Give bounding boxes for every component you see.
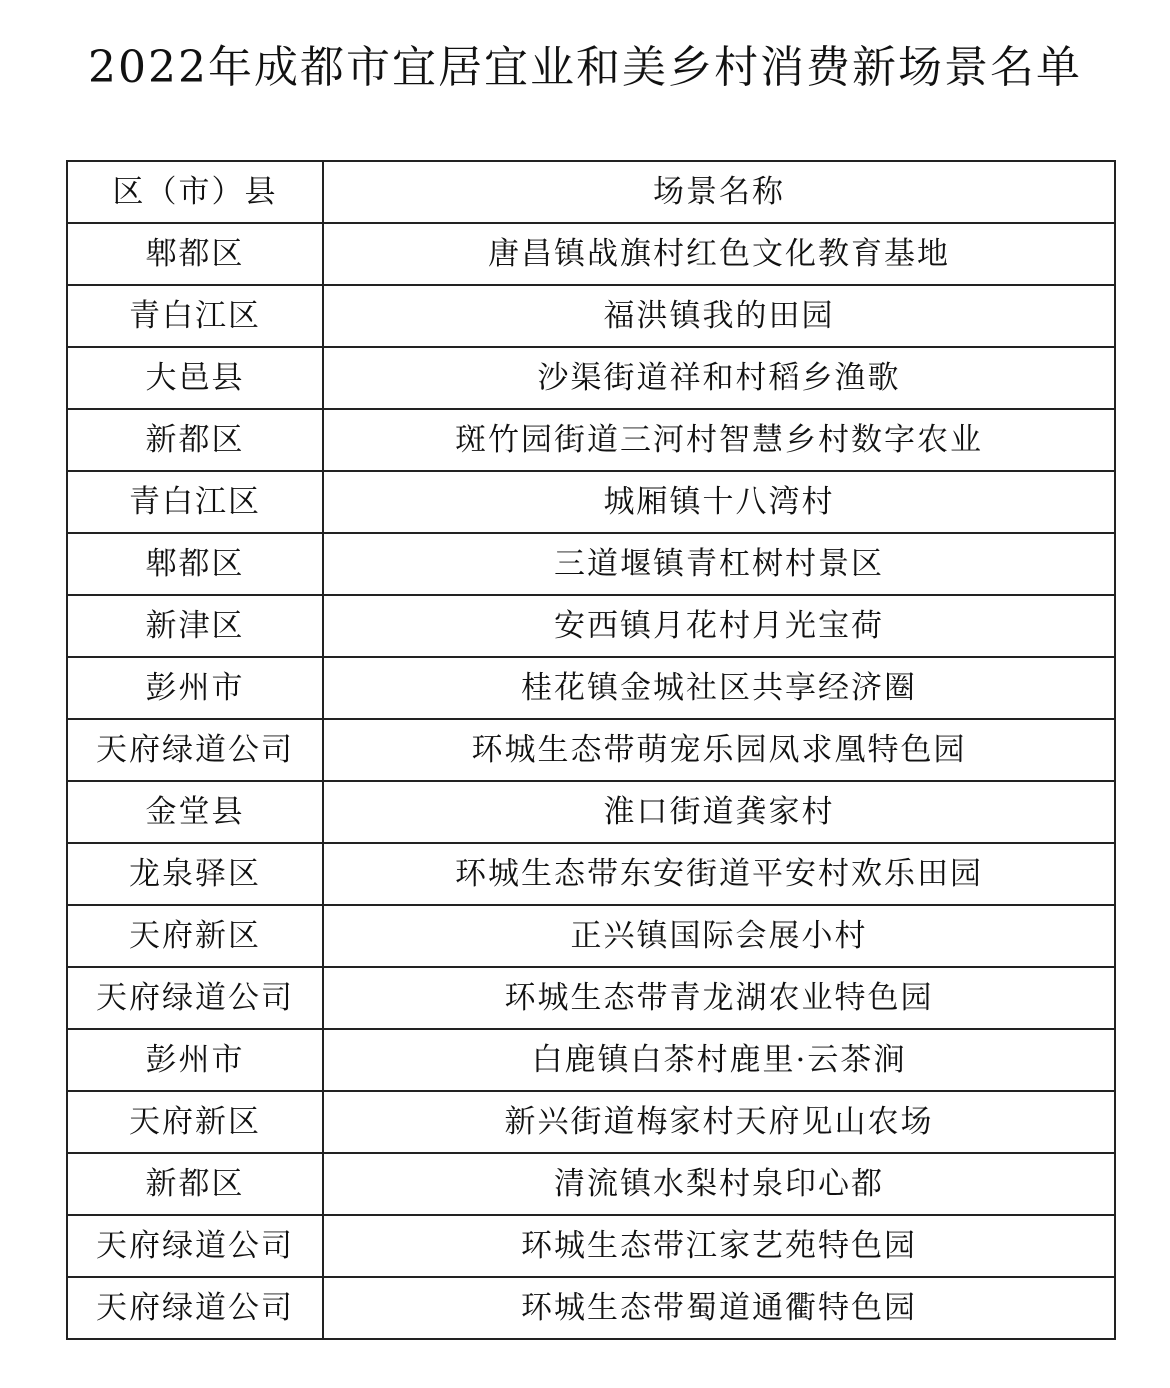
scene-list-table	[66, 160, 1116, 1340]
scene-name-cell: 沙渠街道祥和村稻乡渔歌	[323, 347, 1115, 409]
district-cell: 大邑县	[67, 347, 323, 409]
table-row	[67, 533, 1115, 595]
table-row	[67, 905, 1115, 967]
scene-name-cell: 斑竹园街道三河村智慧乡村数字农业	[323, 409, 1115, 471]
table-row	[67, 223, 1115, 285]
scene-name-cell: 环城生态带萌宠乐园凤求凰特色园	[323, 719, 1115, 781]
district-cell: 天府绿道公司	[67, 1277, 323, 1339]
document-title: 2022年成都市宜居宜业和美乡村消费新场景名单	[88, 42, 1082, 93]
scene-name-cell: 城厢镇十八湾村	[323, 471, 1115, 533]
district-cell: 彭州市	[67, 1029, 323, 1091]
scene-name-cell: 福洪镇我的田园	[323, 285, 1115, 347]
district-cell: 天府绿道公司	[67, 967, 323, 1029]
scene-name-cell: 环城生态带蜀道通衢特色园	[323, 1277, 1115, 1339]
district-cell: 新都区	[67, 1153, 323, 1215]
district-cell: 龙泉驿区	[67, 843, 323, 905]
district-cell: 天府新区	[67, 905, 323, 967]
table-row	[67, 843, 1115, 905]
table-row	[67, 967, 1115, 1029]
table-row	[67, 1215, 1115, 1277]
district-cell: 新津区	[67, 595, 323, 657]
scene-name-cell: 清流镇水梨村泉印心都	[323, 1153, 1115, 1215]
table-row	[67, 1153, 1115, 1215]
district-cell: 新都区	[67, 409, 323, 471]
table-row	[67, 1029, 1115, 1091]
table-row	[67, 719, 1115, 781]
scene-name-cell: 桂花镇金城社区共享经济圈	[323, 657, 1115, 719]
scene-name-cell: 环城生态带东安街道平安村欢乐田园	[323, 843, 1115, 905]
district-cell: 金堂县	[67, 781, 323, 843]
table-header-row	[67, 161, 1115, 223]
scene-name-cell: 淮口街道龚家村	[323, 781, 1115, 843]
scene-name-cell: 环城生态带江家艺苑特色园	[323, 1215, 1115, 1277]
table-body	[67, 223, 1115, 1339]
district-cell: 郫都区	[67, 533, 323, 595]
table-row	[67, 409, 1115, 471]
scene-name-cell: 唐昌镇战旗村红色文化教育基地	[323, 223, 1115, 285]
table-row	[67, 781, 1115, 843]
table-row	[67, 595, 1115, 657]
header-scene-name: 场景名称	[323, 161, 1115, 223]
district-cell: 青白江区	[67, 285, 323, 347]
district-cell: 天府新区	[67, 1091, 323, 1153]
table-row	[67, 285, 1115, 347]
district-cell: 青白江区	[67, 471, 323, 533]
scene-name-cell: 正兴镇国际会展小村	[323, 905, 1115, 967]
table-row	[67, 347, 1115, 409]
header-district: 区（市）县	[67, 161, 323, 223]
district-cell: 天府绿道公司	[67, 1215, 323, 1277]
scene-name-cell: 环城生态带青龙湖农业特色园	[323, 967, 1115, 1029]
table-row	[67, 1091, 1115, 1153]
district-cell: 彭州市	[67, 657, 323, 719]
scene-name-cell: 新兴街道梅家村天府见山农场	[323, 1091, 1115, 1153]
scene-name-cell: 三道堰镇青杠树村景区	[323, 533, 1115, 595]
district-cell: 郫都区	[67, 223, 323, 285]
scene-name-cell: 安西镇月花村月光宝荷	[323, 595, 1115, 657]
table-row	[67, 1277, 1115, 1339]
district-cell: 天府绿道公司	[67, 719, 323, 781]
table-row	[67, 657, 1115, 719]
table-row	[67, 471, 1115, 533]
scene-name-cell: 白鹿镇白茶村鹿里·云茶涧	[323, 1029, 1115, 1091]
